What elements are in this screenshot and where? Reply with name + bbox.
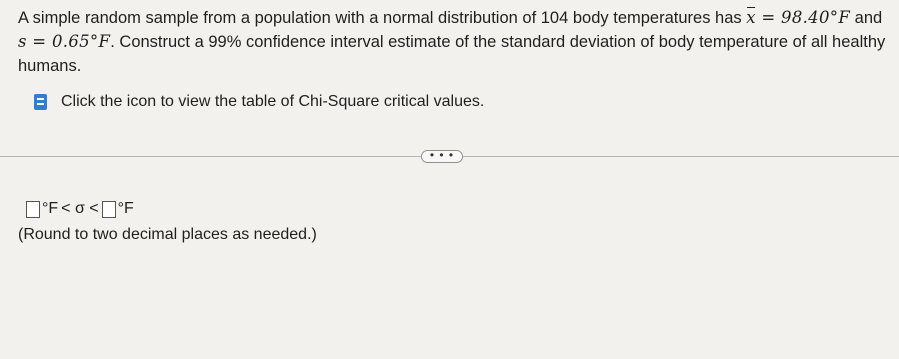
confidence-interval-answer	[26, 200, 134, 218]
sigma-relation: < σ <	[61, 200, 99, 217]
question-task: . Construct a 99% confidence interval estimate of the standard deviation of body temperature of all healthy humans.	[18, 33, 886, 75]
question-text	[18, 6, 888, 78]
sample-mean	[746, 8, 850, 27]
rounding-instruction: (Round to two decimal places as needed.)	[18, 226, 317, 243]
sample-mean-value: = 98.40°F	[755, 8, 851, 27]
lower-bound-input[interactable]	[26, 201, 40, 218]
chi-square-table-hint	[34, 93, 484, 111]
expand-button[interactable]: • • •	[421, 150, 463, 163]
lower-unit: °F	[42, 200, 59, 217]
upper-unit: °F	[117, 200, 134, 217]
upper-bound-input[interactable]	[102, 201, 116, 218]
xbar-symbol: x	[746, 6, 756, 30]
question-and: and	[850, 9, 883, 27]
hint-text: Click the icon to view the table of Chi-Square critical values.	[61, 93, 485, 110]
sample-std: s = 0.65°F	[18, 32, 111, 51]
question-intro: A simple random sample from a population with a normal distribution of 104 body temperatures has	[18, 9, 747, 27]
table-icon[interactable]	[34, 94, 47, 110]
